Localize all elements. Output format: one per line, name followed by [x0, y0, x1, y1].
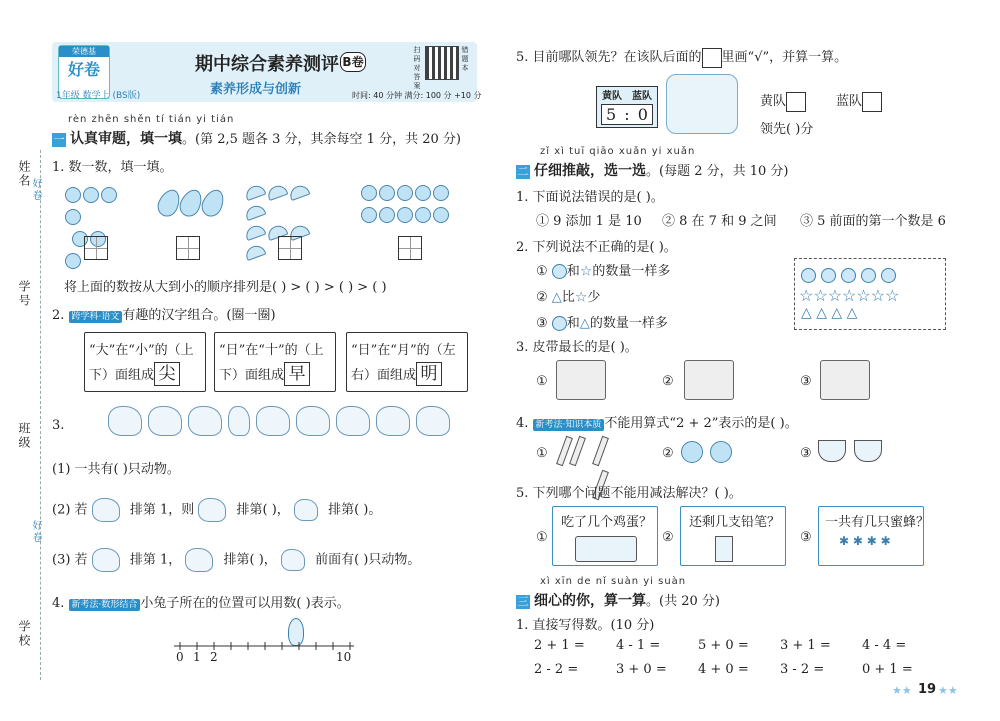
- answer-grid-1[interactable]: [84, 236, 108, 260]
- opt-and: 和: [566, 316, 580, 331]
- star-row: ☆☆☆☆☆☆☆: [799, 286, 900, 305]
- pencil-cup-icon: [715, 536, 733, 562]
- horse-icon: [92, 498, 120, 522]
- q5-card-eggs: [552, 506, 658, 566]
- basketball-players-illustration: [666, 74, 738, 134]
- s2-q5-opt2-num[interactable]: ②: [662, 530, 674, 545]
- yellow-label: 黄队: [760, 94, 787, 109]
- bird-icon: [281, 549, 305, 571]
- turtle-icon: [416, 406, 450, 436]
- q3c-mid: 排第 1，: [129, 552, 182, 568]
- tick-label-1: 1: [193, 650, 201, 664]
- calc-9[interactable]: 3 - 2 =: [780, 662, 825, 677]
- char-card-2: [214, 332, 336, 392]
- circle-icon: [881, 268, 896, 283]
- score-label-blue: 蓝队: [632, 91, 652, 102]
- q3-part2: [52, 498, 381, 522]
- butterfly-icon: [228, 406, 250, 436]
- bowls-icon: [818, 440, 882, 466]
- apple-icon: [397, 207, 413, 223]
- banana-icon: [244, 203, 267, 221]
- s2-q5-opt1-num[interactable]: ①: [536, 530, 548, 545]
- class-label: 班级: [17, 422, 31, 450]
- section2-mark: 二: [517, 165, 529, 178]
- lead-points: 领先( )分: [760, 122, 814, 137]
- pencils-icon-2: [594, 436, 618, 466]
- q3-number: 3.: [52, 418, 65, 433]
- char-card-line1: “日”在“月”的（左: [351, 343, 456, 358]
- binding-dotted-line: [40, 150, 41, 680]
- grade-label: 1年级 数学上 (BS版): [56, 91, 141, 101]
- char-box[interactable]: 明: [416, 362, 442, 386]
- cross-subject-tag: 跨学科·语文: [69, 311, 123, 323]
- q3c-mid2: 排第( )，: [223, 552, 277, 568]
- apple-icon: [433, 185, 449, 201]
- s2-q4-opt3-num[interactable]: ③: [800, 446, 812, 461]
- r-q5-prompt: [516, 46, 847, 68]
- section2-note: 。(每题 2 分，共 10 分): [646, 164, 789, 179]
- calc-6[interactable]: 2 - 2 =: [534, 662, 579, 677]
- char-box[interactable]: 早: [284, 362, 310, 386]
- opt-than: 比: [561, 290, 575, 305]
- answer-grid-2[interactable]: [176, 236, 200, 260]
- section1-mark: 一: [53, 133, 65, 146]
- egg-box-icon: [575, 536, 637, 562]
- calc-3[interactable]: 5 + 0 =: [698, 638, 749, 653]
- apple-icon: [361, 207, 377, 223]
- s2-q2-opt3[interactable]: ③ 和△的数量一样多: [536, 316, 668, 331]
- turtle-icon: [92, 548, 120, 572]
- answer-grid-4[interactable]: [398, 236, 422, 260]
- circle-icon: [552, 264, 567, 279]
- qr-code-icon[interactable]: [425, 46, 459, 80]
- q4-text: 小兔子所在的位置可以用数( )表示。: [140, 596, 350, 611]
- apple-icon: [415, 207, 431, 223]
- char-card-line2: 右）面组成: [351, 368, 417, 383]
- tick-label-2: 2: [210, 650, 218, 664]
- brand-mark-2: 好卷: [30, 520, 41, 544]
- s2-q5-opt3-num[interactable]: ③: [800, 530, 812, 545]
- s2-q4-opt1-num[interactable]: ①: [536, 446, 548, 461]
- brand-mid: 好卷: [67, 60, 100, 79]
- apple-icon: [433, 207, 449, 223]
- q2-prompt: [52, 304, 276, 323]
- yellow-checkbox[interactable]: [786, 92, 806, 112]
- section2-pinyin: zǐ xì tuī qiāo xuǎn yi xuǎn: [540, 146, 696, 157]
- brand-mark: 好卷: [30, 178, 41, 202]
- peach-group: [64, 186, 124, 274]
- s2-q1: 1. 下面说法错误的是( )。: [516, 190, 664, 205]
- chick-icon: [376, 406, 410, 436]
- q3b-pre: (2) 若: [52, 502, 88, 518]
- section1-note: 。(第 2,5 题各 3 分，其余每空 1 分，共 20 分): [182, 132, 461, 147]
- char-card-line1: “日”在“十”的（上: [219, 343, 324, 358]
- char-card-line2: 下）面组成: [219, 368, 285, 383]
- bees-icon: ✱ ✱ ✱ ✱: [839, 534, 891, 548]
- q5-card-text: 一共有几只蜜蜂？: [825, 515, 930, 530]
- brand-top: 荣德基: [59, 46, 109, 57]
- q3-part1: (1) 一共有( )只动物。: [52, 462, 180, 477]
- apple-icon: [415, 185, 431, 201]
- score-label-yellow: 黄队: [602, 91, 622, 102]
- star-decor-icon-2: ★★: [938, 684, 958, 697]
- belt-box-1: [556, 360, 606, 400]
- section3-mark: 三: [517, 595, 529, 608]
- essence-tag: 新考法·知识本质: [533, 419, 605, 431]
- peach-icon: [65, 253, 81, 269]
- qr-left-label: 扫码对答案: [413, 46, 421, 91]
- peach-icon: [65, 187, 81, 203]
- school-label: 学校: [17, 620, 31, 648]
- q1-order-prompt: 将上面的数按从大到小的顺序排列是( ) > ( ) > ( ) > ( ): [64, 280, 387, 295]
- opt-num: ③: [536, 316, 548, 331]
- answer-square: [702, 48, 722, 68]
- s2-q1-opt2[interactable]: ② 8 在 7 和 9 之间: [662, 214, 777, 229]
- calc-1[interactable]: 2 + 1 =: [534, 638, 585, 653]
- s3-q1: 1. 直接写得数。(10 分): [516, 618, 655, 633]
- char-box[interactable]: 尖: [154, 362, 180, 386]
- char-card-3: [346, 332, 468, 392]
- q3-part3: [52, 548, 420, 572]
- opt-and: 和: [566, 264, 580, 279]
- bird-icon: [296, 406, 330, 436]
- char-card-line2: 下）面组成: [89, 368, 155, 383]
- section3-heading: [516, 590, 720, 610]
- section1-title: 认真审题，填一填: [70, 131, 182, 147]
- s2-q5: 5. 下列哪个问题不能用减法解决？( )。: [516, 486, 742, 501]
- calc-5[interactable]: 4 - 4 =: [862, 638, 907, 653]
- belt-box-2: [684, 360, 734, 400]
- banana-icon: [288, 183, 311, 201]
- star-icon: ☆: [579, 263, 593, 280]
- blue-checkbox[interactable]: [862, 92, 882, 112]
- banana-icon: [244, 223, 267, 241]
- belt-box-3: [820, 360, 870, 400]
- yellow-team-choice: [760, 90, 806, 112]
- section2-title: 仔细推敲，选一选: [534, 163, 646, 179]
- section1-pinyin: rèn zhēn shěn tí tián yi tián: [68, 114, 235, 125]
- char-card-line1: “大”在“小”的（上: [89, 343, 194, 358]
- calc-10[interactable]: 0 + 1 =: [862, 662, 913, 677]
- opt-text: 的数量一样多: [592, 264, 671, 279]
- q5-card-text: 还剩几支铅笔？: [689, 515, 781, 530]
- banana-icon: [244, 183, 267, 201]
- opt-text: 少: [587, 290, 601, 305]
- tick-label-10: 10: [336, 650, 352, 664]
- cow-icon: [148, 406, 182, 436]
- scoreboard: [596, 86, 658, 128]
- star-decor-icon: ★★: [892, 684, 912, 697]
- name-label: 姓名: [17, 160, 31, 188]
- apple-icon: [379, 207, 395, 223]
- fish-icon: [336, 406, 370, 436]
- apples-icon: [680, 440, 733, 468]
- section3-note: 。(共 20 分): [646, 594, 720, 609]
- new-method-tag: 新考法·数形结合: [69, 599, 141, 611]
- goose-icon: [198, 498, 226, 522]
- goose-icon: [256, 406, 290, 436]
- s2-q4-text: 不能用算式“2 + 2”表示的是( )。: [604, 416, 798, 431]
- time-score-meta: 时间: 40 分钟 满分: 100 分 +10 分: [352, 91, 482, 100]
- s2-q3-opt3-num[interactable]: ③: [800, 374, 812, 389]
- s2-q4-opt2-num[interactable]: ②: [662, 446, 674, 461]
- opt-num: ①: [536, 264, 548, 279]
- calc-8[interactable]: 4 + 0 =: [698, 662, 749, 677]
- tick-label-0: 0: [176, 650, 184, 664]
- s2-q3: 3. 皮带最长的是( )。: [516, 340, 638, 355]
- hen-icon: [188, 406, 222, 436]
- opt-num: ②: [536, 290, 548, 305]
- peach-icon: [83, 187, 99, 203]
- section3-pinyin: xì xīn de nǐ suàn yi suàn: [540, 576, 687, 587]
- s2-q4-number: 4.: [516, 416, 529, 431]
- star-icon: ☆: [574, 289, 588, 306]
- s2-q2-opt1[interactable]: [536, 260, 670, 280]
- r-q5-text: 5. 目前哪队领先？在该队后面的: [516, 50, 702, 65]
- q3b-end: 排第( )。: [328, 502, 382, 518]
- opt-text: 的数量一样多: [589, 316, 668, 331]
- circle-icon: [861, 268, 876, 283]
- q1-prompt: 1. 数一数，填一填。: [52, 160, 173, 175]
- bird-icon: [294, 499, 318, 521]
- triangle-row: △ △ △ △: [801, 305, 858, 321]
- q2-text: 有趣的汉字组合。(圈一圈): [122, 308, 276, 323]
- s2-q3-opt1-num[interactable]: ①: [536, 374, 548, 389]
- horse-icon: [108, 406, 142, 436]
- apple-group: [360, 184, 450, 228]
- answer-grid-3[interactable]: [278, 236, 302, 260]
- s2-q2: 2. 下列说法不正确的是( )。: [516, 240, 677, 255]
- s2-q1-opt1[interactable]: ① 9 添加 1 是 10: [536, 214, 642, 229]
- peach-icon: [65, 209, 81, 225]
- q2-number: 2.: [52, 308, 65, 323]
- banana-icon: [244, 243, 267, 261]
- char-card-1: [84, 332, 206, 392]
- section1-heading: [52, 128, 461, 148]
- blue-label: 蓝队: [836, 94, 863, 109]
- mango-icon: [198, 186, 228, 220]
- r-q5-end: 里画“√”，并算一算。: [721, 50, 848, 65]
- score-yellow: 5: [606, 105, 617, 124]
- q5-card-text: 吃了几个鸡蛋？: [561, 515, 653, 530]
- cow-icon: [185, 548, 213, 572]
- circle-row: [801, 265, 945, 284]
- page-title: 期中综合素养测评: [195, 54, 339, 75]
- shapes-panel: [794, 258, 946, 330]
- section2-heading: [516, 160, 789, 180]
- qr-right-label: 错题本: [461, 46, 469, 73]
- peach-icon: [101, 187, 117, 203]
- q4-prompt: [52, 592, 350, 611]
- circle-icon: [821, 268, 836, 283]
- circle-icon: [552, 316, 567, 331]
- banana-icon: [266, 183, 289, 201]
- q3b-mid: 排第 1，则: [129, 502, 195, 518]
- s2-q1-opt3[interactable]: ③ 5 前面的第一个数是 6: [800, 214, 946, 229]
- s2-q4-prompt: [516, 412, 798, 431]
- mango-group: [158, 188, 224, 222]
- q3c-pre: (3) 若: [52, 552, 88, 568]
- circle-icon: [841, 268, 856, 283]
- circle-icon: [801, 268, 816, 283]
- q5-card-bees: [818, 506, 930, 566]
- binding-sidebar: [0, 0, 48, 721]
- s2-q3-opt2-num[interactable]: ②: [662, 374, 674, 389]
- apple-icon: [379, 185, 395, 201]
- s2-q2-opt2[interactable]: ② △比☆少: [536, 289, 601, 306]
- calc-7[interactable]: 3 + 0 =: [616, 662, 667, 677]
- apple-icon: [397, 185, 413, 201]
- calc-2[interactable]: 4 - 1 =: [616, 638, 661, 653]
- page-subtitle: 素养形成与创新: [210, 82, 302, 97]
- score-blue: 0: [637, 105, 648, 124]
- q5-card-pencils: [680, 506, 786, 566]
- animal-row: [108, 406, 456, 440]
- apple-icon: [361, 185, 377, 201]
- version-badge: B卷: [340, 52, 366, 72]
- section3-title: 细心的你，算一算: [534, 593, 646, 609]
- q3b-mid2: 排第( )，: [236, 502, 290, 518]
- score-sep: :: [624, 105, 630, 124]
- q3c-end: 前面有( )只动物。: [315, 552, 421, 568]
- calc-4[interactable]: 3 + 1 =: [780, 638, 831, 653]
- blue-team-choice: [836, 90, 882, 112]
- page-number: 19: [918, 682, 937, 697]
- q4-number: 4.: [52, 596, 65, 611]
- student-id-label: 学号: [17, 280, 31, 308]
